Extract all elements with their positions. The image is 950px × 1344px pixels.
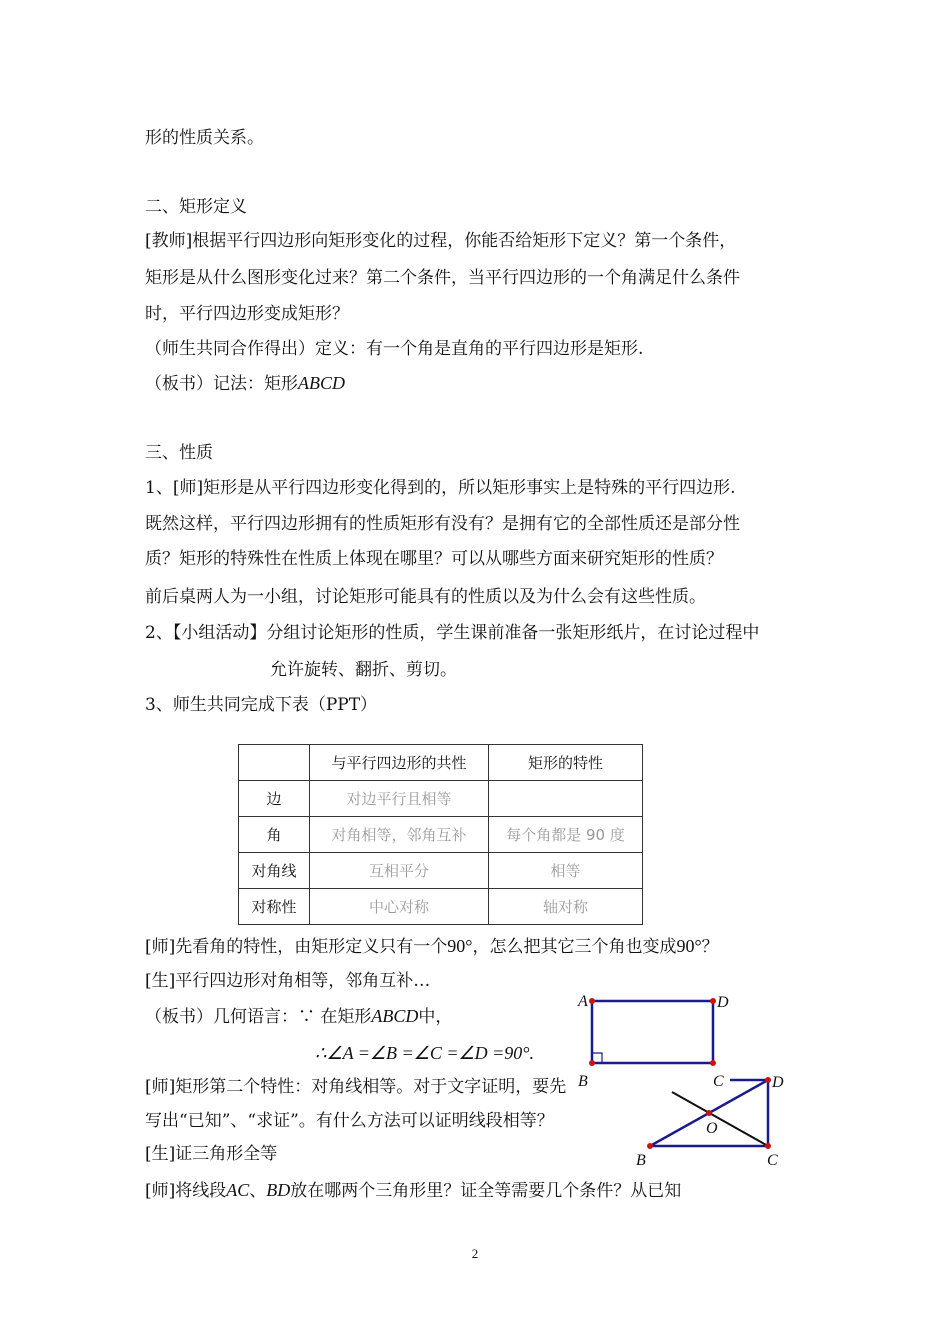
table-cell-common: 对角相等，邻角互补 [310,817,489,853]
text-line: （师生共同合作得出）定义：有一个角是直角的平行四边形是矩形. [145,339,644,359]
table-cell-common: 中心对称 [310,889,489,925]
table-cell-special [489,781,643,817]
text-line [145,1178,681,1203]
text-line [145,1004,452,1029]
section-heading-properties: 三、性质 [145,443,213,463]
table-row [239,889,643,925]
text-line: 3、师生共同完成下表（PPT） [145,695,378,715]
table-header-row [239,745,643,781]
vertex-label-c: C [713,1073,724,1090]
text-line: 写出“已知”、“求证”。有什么方法可以证明线段相等？ [145,1111,554,1131]
table-header-cell: 与平行四边形的共性 [310,745,489,781]
table-row [239,781,643,817]
text-line: 允许旋转、翻折、剪切。 [270,660,457,680]
text-fragment: ，怎么把其它三个角也变成 [472,937,677,957]
table-row-label: 角 [239,817,310,853]
text-line: 时，平行四边形变成矩形？ [145,304,349,324]
table-row-label: 边 [239,781,310,817]
math-segment-bd: BD [266,1180,291,1200]
text-line: 2、【小组活动】分组讨论矩形的性质，学生课前准备一张矩形纸片，在讨论过程中 [145,623,760,643]
math-segment-ac: AC [226,1180,250,1200]
table-row-label: 对角线 [239,853,310,889]
vertex-label-c: C [767,1152,778,1169]
vertex-point [589,1060,595,1066]
vertex-label-b: B [636,1152,646,1169]
text-line: 矩形是从什么图形变化过来？第二个条件，当平行四边形的一个角满足什么条件 [145,268,740,288]
text-fragment: [师]先看角的特性，由矩形定义只有一个 [145,937,448,957]
center-point [706,1110,712,1116]
vertex-point [765,1077,771,1083]
vertex-point [589,998,595,1004]
math-angle-equation [315,1041,534,1066]
text-line: 质？矩形的特殊性在性质上体现在哪里？可以从哪些方面来研究矩形的性质？ [145,549,723,569]
text-fragment: 放在哪两个三角形里？证全等需要几个条件？从已知 [290,1181,682,1201]
text-line [145,934,719,959]
table-header-cell [239,745,310,781]
text-fragment: （板书）几何语言：∵ 在矩形 [145,1007,372,1027]
table-row [239,817,643,853]
table-cell-common: 互相平分 [310,853,489,889]
table-row-label: 对称性 [239,889,310,925]
text-line: [生]证三角形全等 [145,1144,278,1164]
table-row [239,853,643,889]
math-expression: ∴∠A =∠B =∠C =∠D =90°. [315,1043,534,1063]
text-line: 既然这样，平行四边形拥有的性质矩形有没有？是拥有它的全部性质还是部分性 [145,514,740,534]
text-line: 形的性质关系。 [145,128,264,148]
rectangle-diagonals-figure [630,1070,795,1175]
math-abcd: ABCD [298,373,345,393]
text-line: [生]平行四边形对角相等，邻角互补… [145,971,431,991]
text-fragment: 中， [418,1007,453,1027]
math-abcd: ABCD [371,1006,419,1026]
table-cell-special: 轴对称 [489,889,643,925]
vertex-label-d: D [772,1074,784,1091]
vertex-label-b: B [578,1073,588,1090]
text-fragment: （板书）记法：矩形 [145,374,298,394]
vertex-point [710,998,716,1004]
vertex-point [647,1143,653,1149]
text-line: [教师]根据平行四边形向矩形变化的过程，你能否给矩形下定义？第一个条件， [145,231,737,251]
section-heading-definition: 二、矩形定义 [145,197,247,217]
table-cell-special: 相等 [489,853,643,889]
vertex-label-a: A [578,993,588,1010]
vertex-point [765,1143,771,1149]
page-number: 2 [471,1246,479,1261]
text-fragment: ？ [701,937,719,957]
text-line: [师]矩形第二个特性：对角线相等。对于文字证明，要先 [145,1077,567,1097]
table-header-cell: 矩形的特性 [489,745,643,781]
text-line: 1、[师]矩形是从平行四边形变化得到的，所以矩形事实上是特殊的平行四边形. [145,478,736,498]
table-cell-special: 每个角都是 90 度 [489,817,643,853]
text-line: 前后桌两人为一小组，讨论矩形可能具有的性质以及为什么会有这些性质。 [145,587,706,607]
rectangle-abcd [592,1001,713,1063]
properties-table [238,744,643,925]
table-cell-common: 对边平行且相等 [310,781,489,817]
vertex-label-d: D [717,994,729,1011]
text-line [145,371,345,396]
text-fragment: [师]将线段 [145,1181,227,1201]
diagonal-ac [672,1092,768,1146]
math-90-degrees: 90° [676,936,702,956]
text-fragment: 、 [249,1181,267,1201]
center-label-o: O [706,1120,718,1137]
vertex-point [710,1060,716,1066]
math-90-degrees: 90° [447,936,473,956]
